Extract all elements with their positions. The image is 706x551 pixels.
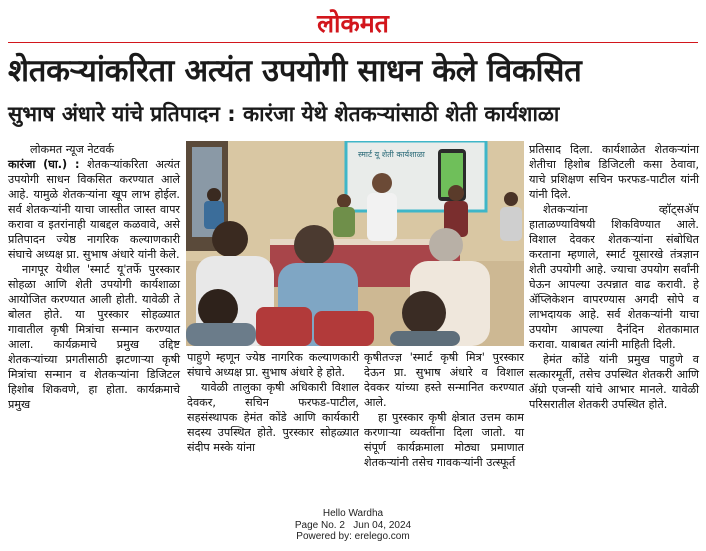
article-paragraph-8: शेतकऱ्यांना व्हॉट्सॲप हाताळण्याविषयी शिकविण्यात आले. विशाल देवकर शेतकऱ्यांना संबोधित करताना म्हणाले, स्मार्ट यूसारखे तंत्रज्ञान शेती उपयोगी आहे. ज्याचा उपयोग सर्वांनी घेऊन आपल्या उत्पन्नात वाढ करावी. हे ॲप्लिकेशन वापरण्यास अगदी सोपे व लाभदायक आहे. सर्व शेतकऱ्यांनी याचा उपयोग आपल्या दैनंदिन शेतकामात करावा. याबाबत त्यांनी माहिती दिली. xyxy=(529,203,699,351)
article-headline: शेतकऱ्यांकरिता अत्यंत उपयोगी साधन केले विकसित xyxy=(8,53,582,89)
article-paragraph-4: यावेळी तालुका कृषी अधिकारी विशाल देवकर, सचिन फरफड-पाटील, सहसंस्थापक हेमंत कोंडे आणि कार्यकारी सदस्य उपस्थित होते. पुरस्कार सोहळ्यात संदीप मस्के यांना xyxy=(187,381,359,454)
masthead xyxy=(0,6,706,40)
article-paragraph-3: पाहुणे म्हणून ज्येष्ठ नागरिक कल्याणकारी संघाचे अध्यक्ष प्रा. सुभाष अंधारे हे होते. xyxy=(187,351,359,379)
article-byline: लोकमत न्यूज नेटवर्क xyxy=(30,143,115,156)
article-paragraph-9: हेमंत कोंडे यांनी प्रमुख पाहुणे व सत्कारमूर्ती, तसेच उपस्थित शेतकरी आणि ॲग्रो एजन्सी यांचे आभार मानले. यावेळी परिसरातील शेतकरी उपस्थित होते. xyxy=(529,353,699,411)
footer-powered-by: Powered by: erelego.com xyxy=(296,531,410,542)
article-column-4 xyxy=(529,142,699,412)
article-paragraph-5: कृषीतज्ज्ञ 'स्मार्ट कृषी मित्र' पुरस्कार देऊन प्रा. सुभाष अंधारे व विशाल देवकर यांच्या हस्ते सन्मानित करण्यात आले. xyxy=(364,351,524,409)
page-footer xyxy=(0,508,706,543)
article-paragraph-2: नागपूर येथील 'स्मार्ट यू'तर्फे पुरस्कार सोहळा आणि शेती उपयोगी कार्यशाळा आयोजित करण्यात आली होती. यावेळी ते बोलत होते. या पुरस्कार सोहळ्यात गावातील कृषी मित्रांचा सन्मान करण्यात आला. कार्यक्रमाचे प्रमुख उद्दिष्ट शेतकऱ्यांच्या प्रगतीसाठी झटणाऱ्या कृषी मित्रांचा सन्मान व शेतकऱ्यांना डिजिटल हिशोब शिकवणे, हा होता. कार्यक्रमाचे प्रमुख xyxy=(8,263,180,411)
article-column-1 xyxy=(8,142,180,412)
article-dateline: कारंजा (घा.) : xyxy=(8,158,80,171)
event-photo xyxy=(186,141,524,346)
masthead-divider xyxy=(8,42,698,43)
article-subheadline: सुभाष अंधारे यांचे प्रतिपादन : कारंजा येथे शेतकऱ्यांसाठी शेती कार्यशाळा xyxy=(8,102,560,126)
footer-page-info: Page No. 2 Jun 04, 2024 xyxy=(294,519,412,531)
article-column-2 xyxy=(187,350,359,455)
event-photo-illustration xyxy=(186,141,524,346)
article-paragraph-6: हा पुरस्कार कृषी क्षेत्रात उत्तम काम करणाऱ्या व्यक्तींना दिला जातो. या संपूर्ण कार्यक्रमाला मोठ्या प्रमाणात शेतकऱ्यांनी तसेच गावकऱ्यांनी उत्स्फूर्त xyxy=(364,411,524,469)
article-paragraph-1 xyxy=(8,157,180,262)
footer-edition: Hello Wardha xyxy=(322,508,384,519)
article-paragraph-7: प्रतिसाद दिला. कार्यशाळेत शेतकऱ्यांना शेतीचा हिशोब डिजिटली कसा ठेवावा, याचे प्रशिक्षण सचिन फरफड-पाटील यांनी यांनी दिले. xyxy=(529,143,699,201)
article-column-3 xyxy=(364,350,524,470)
article-paragraph-1-text: शेतकऱ्यांकरिता अत्यंत उपयोगी साधन विकसित करण्यात आले आहे. यामुळे शेतकऱ्यांना खूप लाभ होईल. सर्व शेतकऱ्यांनी याचा जास्तीत जास्त वापर करावा व इतरांनाही याबद्दल कळवावे, असे प्रतिपादन ज्येष्ठ नागरिक कल्याणकारी संघाचे अध्यक्ष प्रा. सुभाष अंधारे यांनी केले. xyxy=(8,158,180,261)
event-banner-text: स्मार्ट यू शेती कार्यशाळा xyxy=(358,150,425,159)
lokmat-logo: लोकमत xyxy=(317,9,389,38)
